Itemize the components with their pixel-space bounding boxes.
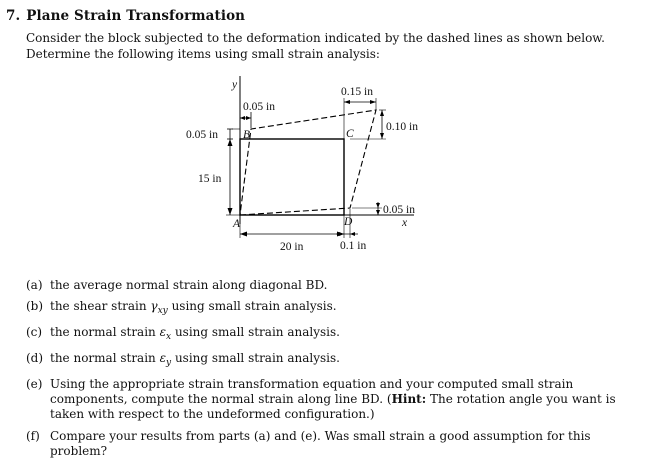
question-item-d xyxy=(26,351,636,371)
question-item-a xyxy=(26,278,636,293)
question-tag: (e) xyxy=(26,377,43,391)
question-item-f xyxy=(26,429,636,459)
question-tag: (d) xyxy=(26,351,44,365)
problem-intro: Consider the block subjected to the deformation indicated by the dashed lines as shown below. Determine the following items using small strain analysis: xyxy=(26,31,605,61)
dim-top-right-label: 0.15 in xyxy=(341,86,373,98)
dim-width-label: 20 in xyxy=(280,241,304,253)
question-text: the average normal strain along diagonal BD. xyxy=(50,278,328,292)
dim-right-label: 0.10 in xyxy=(386,121,418,133)
question-text: the shear strain $\gamma_{xy}$ using small strain analysis. xyxy=(50,299,337,316)
question-tag: (b) xyxy=(26,299,44,313)
point-a-label: A xyxy=(233,218,241,230)
question-item-b xyxy=(26,299,636,319)
problem-title-text: Plane Strain Transformation xyxy=(26,8,246,24)
deformation-figure xyxy=(170,72,440,264)
point-b-label: B xyxy=(243,129,251,141)
problem-number: 7. xyxy=(6,8,21,24)
y-axis-label: y xyxy=(232,79,238,91)
question-text: Compare your results from parts (a) and (e). Was small strain a good assumption for this problem? xyxy=(50,429,591,458)
question-item-e xyxy=(26,377,636,422)
figure-drawing xyxy=(170,72,440,264)
dim-right-bottom-label: 0.05 in xyxy=(383,204,415,216)
dim-left-top-label: 0.05 in xyxy=(186,129,218,141)
point-d-label: D xyxy=(344,216,353,228)
x-axis-label: x xyxy=(402,217,408,229)
question-tag: (c) xyxy=(26,325,43,339)
question-list xyxy=(26,278,636,465)
point-c-label: C xyxy=(346,128,354,140)
question-tag: (f) xyxy=(26,429,40,443)
deformed-block xyxy=(240,110,376,215)
problem-title xyxy=(6,8,245,24)
dim-bottom-label: 0.1 in xyxy=(340,240,367,252)
question-text: the normal strain $\varepsilon_y$ using small strain analysis. xyxy=(50,351,340,368)
question-tag: (a) xyxy=(26,278,43,292)
question-item-c xyxy=(26,325,636,345)
undeformed-block xyxy=(240,139,344,215)
dim-height-label: 15 in xyxy=(198,173,222,185)
question-text: the normal strain $\varepsilon_x$ using small strain analysis. xyxy=(50,325,340,342)
dim-top-left-label: 0.05 in xyxy=(243,101,275,113)
question-text: Using the appropriate strain transformation equation and your computed small strain components, compute the normal strain along line BD. (Hint: The rotation angle you want is taken with respect to the undeformed configuration.) xyxy=(50,377,616,421)
